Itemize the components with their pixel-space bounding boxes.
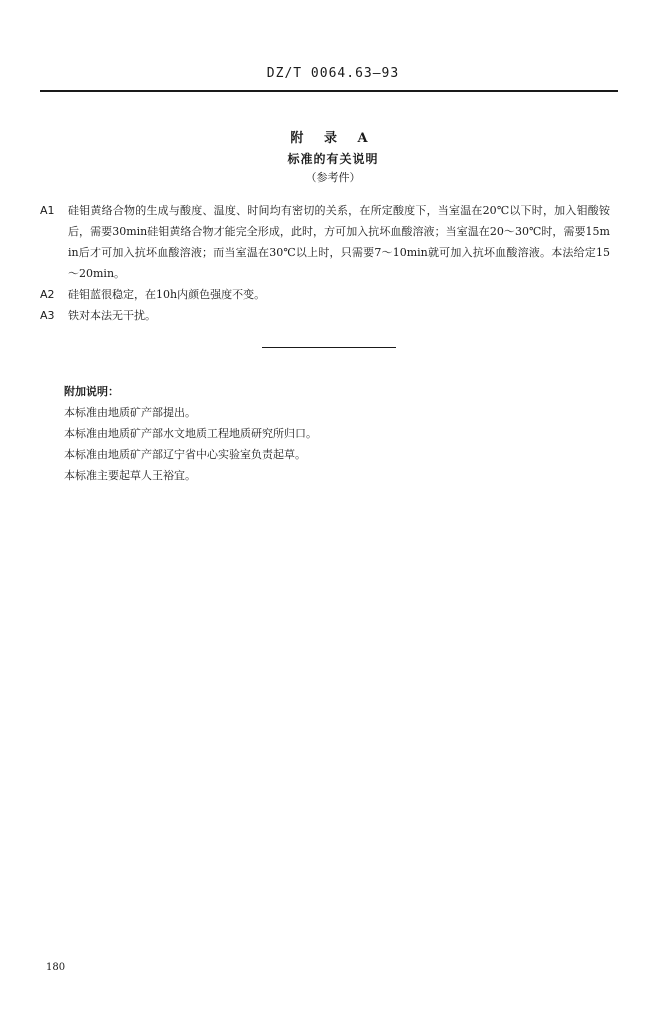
additional-note-line: 本标准由地质矿产部辽宁省中心实验室负责起草。 [64,448,306,461]
standard-code-header: DZ/T 0064.63—93 [266,66,400,81]
appendix-note: （参考件） [305,171,361,184]
additional-note-line: 本标准由地质矿产部水文地质工程地质研究所归口。 [64,427,317,440]
clause-a3 [40,305,610,326]
appendix-heading-block [0,130,666,186]
appendix-subtitle: 标准的有关说明 [287,152,379,166]
appendix-title: 附 录 A [290,131,376,146]
clause-text: 硅钼黄络合物的生成与酸度、温度、时间均有密切的关系，在所定酸度下，当室温在20℃以下时，加入钼酸铵后，需要30min硅钼黄络合物才能完全形成，此时，方可加入抗坏血酸溶液；当室温在20～30℃时，需要15min后才可加入抗坏血酸溶液；而当室温在30℃以上时，只需要7～10min就可加入抗坏血酸溶液。本法给定15～20min。 [68,204,610,280]
clause-list [40,200,610,326]
clause-a2 [40,284,610,305]
additional-notes-heading: 附加说明： [64,385,119,398]
additional-note-line: 本标准由地质矿产部提出。 [64,406,196,419]
clause-number: A1 [40,204,55,217]
clause-a1 [40,200,610,284]
additional-notes [64,381,584,486]
clause-number: A3 [40,309,55,322]
clause-number: A2 [40,288,55,301]
additional-note-line: 本标准主要起草人王裕宜。 [64,469,196,482]
page-number: 180 [46,962,66,973]
section-divider [262,347,396,348]
clause-text: 铁对本法无干扰。 [68,309,156,322]
clause-text: 硅钼蓝很稳定，在10h内颜色强度不变。 [68,288,266,301]
header-rule [40,90,618,92]
